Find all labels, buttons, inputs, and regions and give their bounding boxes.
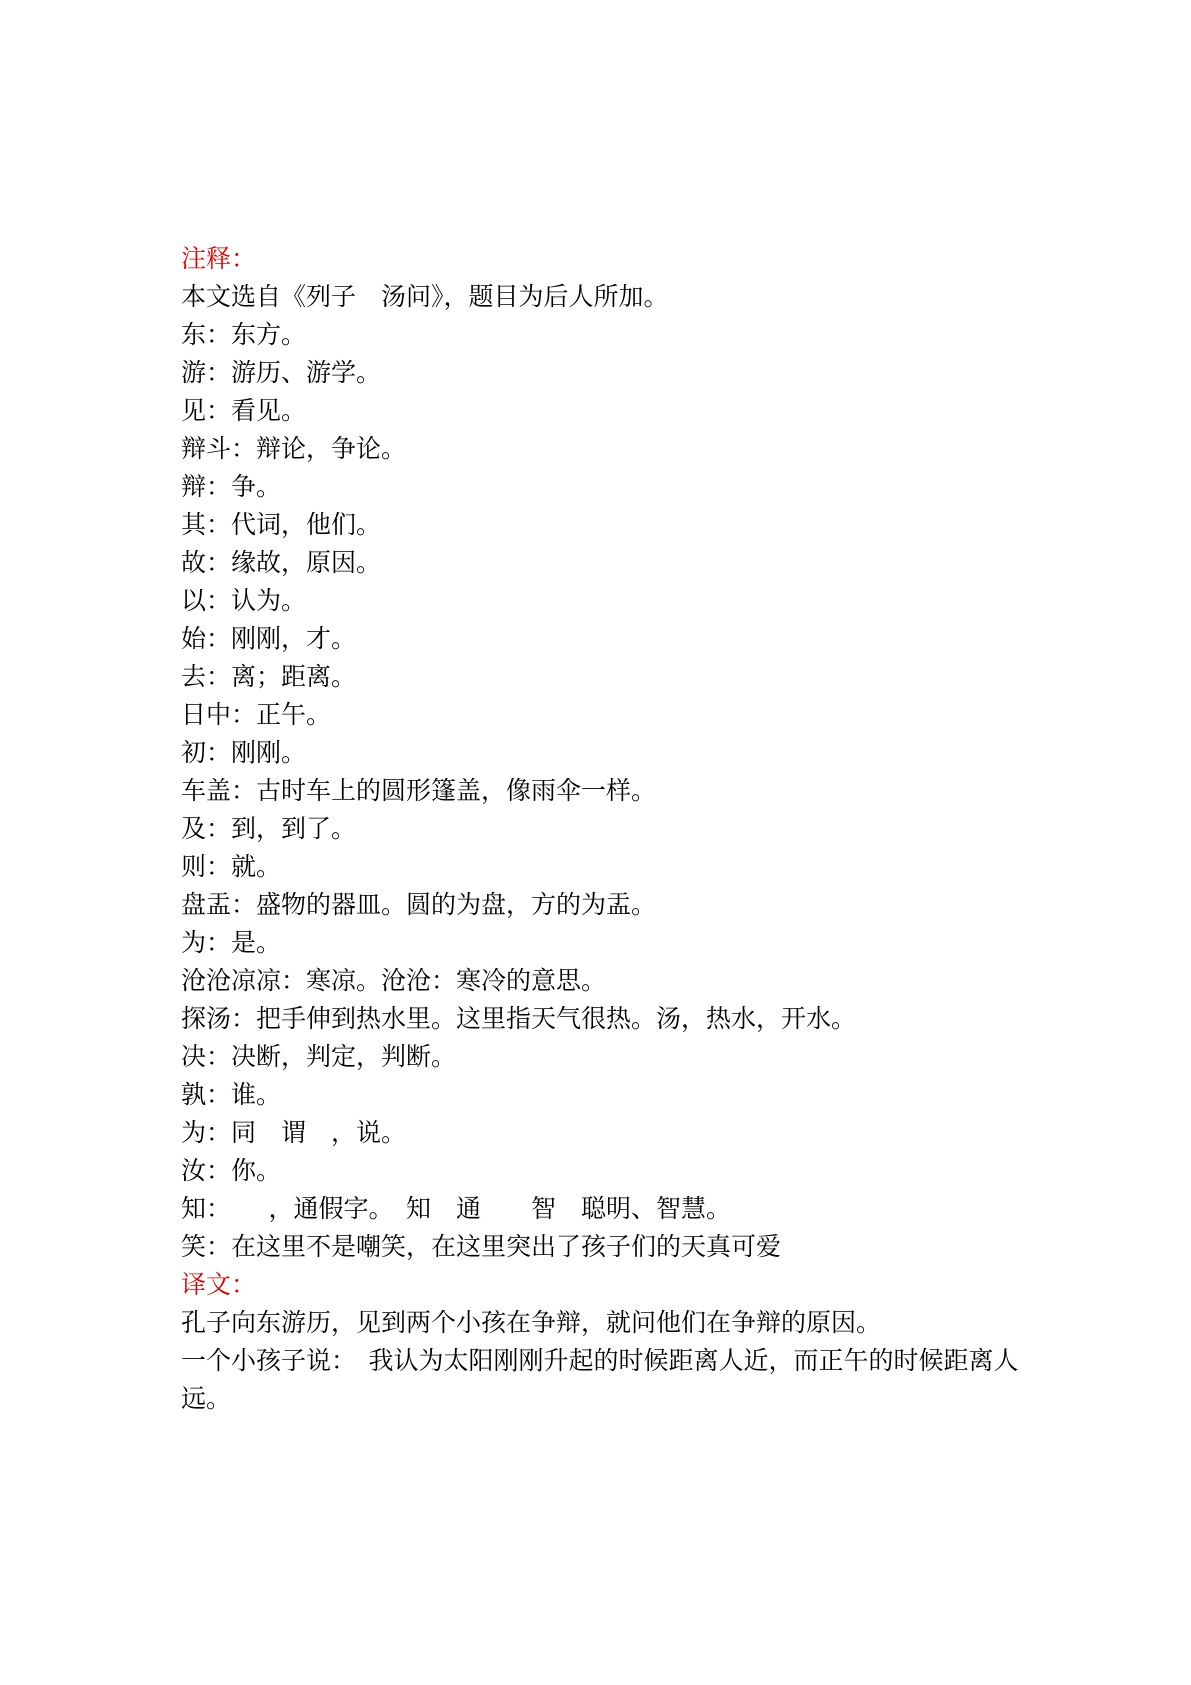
note-line: 笑：在这里不是嘲笑，在这里突出了孩子们的天真可爱 — [181, 1232, 782, 1261]
note-line: 辩斗：辩论，争论。 — [181, 434, 407, 463]
note-line: 为：是。 — [181, 928, 282, 957]
note-line: 孰：谁。 — [181, 1080, 282, 1109]
note-line: 以：认为。 — [181, 586, 307, 615]
note-line: 初：刚刚。 — [181, 738, 307, 767]
translation-paragraph: 孔子向东游历，见到两个小孩在争辩，就问他们在争辩的原因。 — [181, 1308, 882, 1337]
note-line: 始：刚刚，才。 — [181, 624, 357, 653]
note-line: 东：东方。 — [181, 320, 307, 349]
note-line: 知： ，通假字。 知 通 智 聪明、智慧。 — [181, 1194, 732, 1223]
document-page — [181, 240, 1021, 1418]
note-line: 去：离；距离。 — [181, 662, 357, 691]
note-line: 见：看见。 — [181, 396, 307, 425]
note-line: 决：决断，判定，判断。 — [181, 1042, 457, 1071]
note-line: 盘盂：盛物的器皿。圆的为盘，方的为盂。 — [181, 890, 657, 919]
translation-paragraph: 一个小孩子说： 我认为太阳刚刚升起的时候距离人近，而正午的时候距离人远。 — [181, 1346, 1019, 1413]
note-line: 本文选自《列子 汤问》，题目为后人所加。 — [181, 282, 669, 311]
translation-heading: 译文： — [181, 1270, 257, 1299]
note-line: 汝：你。 — [181, 1156, 282, 1185]
note-line: 则：就。 — [181, 852, 282, 881]
note-line: 故：缘故，原因。 — [181, 548, 382, 577]
note-line: 车盖：古时车上的圆形篷盖，像雨伞一样。 — [181, 776, 657, 805]
note-line: 沧沧凉凉：寒凉。沧沧：寒冷的意思。 — [181, 966, 607, 995]
notes-heading: 注释： — [181, 244, 257, 273]
note-line: 游：游历、游学。 — [181, 358, 382, 387]
note-line: 探汤：把手伸到热水里。这里指天气很热。汤，热水，开水。 — [181, 1004, 857, 1033]
note-line: 日中：正午。 — [181, 700, 332, 729]
note-line: 及：到，到了。 — [181, 814, 357, 843]
note-line: 辩：争。 — [181, 472, 282, 501]
note-line: 其：代词，他们。 — [181, 510, 382, 539]
note-line: 为：同 谓 ，说。 — [181, 1118, 407, 1147]
